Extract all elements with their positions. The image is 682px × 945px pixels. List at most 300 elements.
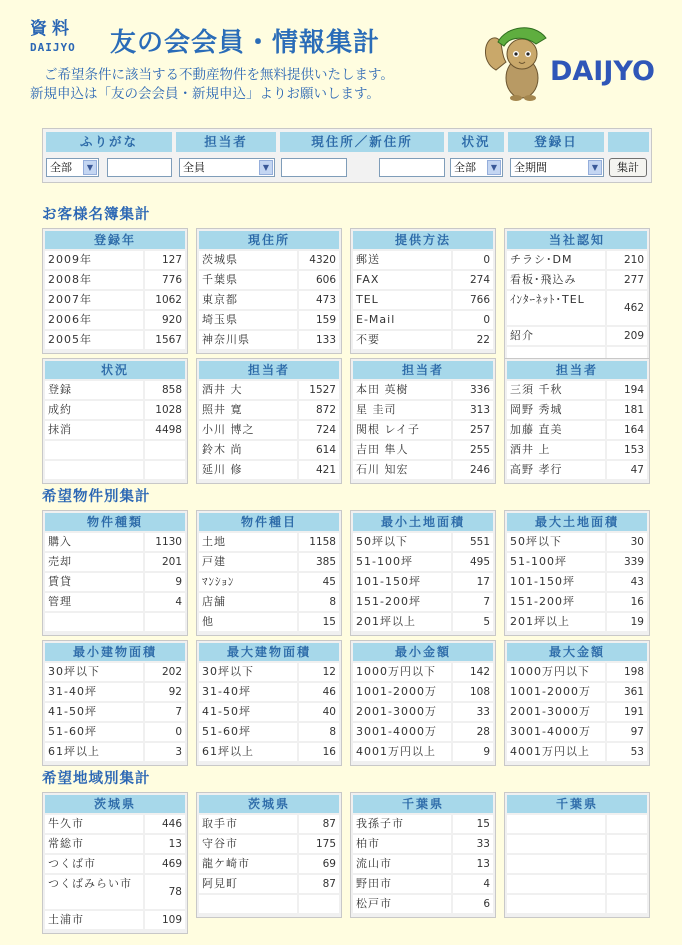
row-count: 1567 (145, 331, 185, 349)
row-count: 209 (607, 327, 647, 345)
summary-table (42, 640, 188, 766)
table-row (45, 331, 185, 349)
table-row (199, 683, 339, 701)
row-label: 30坪以下 (199, 663, 297, 681)
search-header-tanto: 担当者 (176, 132, 276, 152)
summary-table (350, 510, 496, 636)
table-row (45, 835, 185, 853)
row-count: 159 (299, 311, 339, 329)
row-count: 614 (299, 441, 339, 459)
row-label: 茨城県 (199, 251, 297, 269)
row-label: 本田 英樹 (353, 381, 451, 399)
tanto-select-value: 全員 (183, 161, 205, 174)
row-count: 473 (299, 291, 339, 309)
summary-table (350, 358, 496, 484)
row-label: 小川 博之 (199, 421, 297, 439)
chevron-down-icon[interactable]: ▼ (588, 160, 602, 175)
row-count: 4 (145, 593, 185, 611)
summary-table (42, 510, 188, 636)
row-count: 12 (299, 663, 339, 681)
table-header: 担当者 (353, 361, 493, 379)
summary-table (42, 792, 188, 934)
row-label: 売却 (45, 553, 143, 571)
row-count: 92 (145, 683, 185, 701)
table-header: 現住所 (199, 231, 339, 249)
table-row (507, 533, 647, 551)
table-header: 状況 (45, 361, 185, 379)
row-label: 土地 (199, 533, 297, 551)
row-label: 4001万円以上 (353, 743, 451, 761)
page-title: 友の会会員・情報集計 (110, 28, 381, 58)
row-label: 松戸市 (353, 895, 451, 913)
row-count: 19 (607, 613, 647, 631)
table-row (507, 291, 647, 325)
row-label: 51-60坪 (199, 723, 297, 741)
row-count: 153 (607, 441, 647, 459)
row-count: 9 (145, 573, 185, 591)
row-label: 土浦市 (45, 911, 143, 929)
row-label: 4001万円以上 (507, 743, 605, 761)
table-row (507, 723, 647, 741)
table-row (45, 663, 185, 681)
row-count: 16 (607, 593, 647, 611)
table-header: 担当者 (199, 361, 339, 379)
row-label: 登録 (45, 381, 143, 399)
table-row (507, 855, 647, 873)
row-count: 8 (299, 723, 339, 741)
row-label: 50坪以下 (507, 533, 605, 551)
logo-text: DAIJYO (550, 56, 655, 87)
table-row (199, 815, 339, 833)
row-label: 2001-3000万 (507, 703, 605, 721)
row-count: 313 (453, 401, 493, 419)
row-label: 2005年 (45, 331, 143, 349)
table-row (353, 855, 493, 873)
row-label: 成約 (45, 401, 143, 419)
table-row (507, 743, 647, 761)
row-label: 1001-2000万 (507, 683, 605, 701)
section-title-properties: 希望物件別集計 (42, 489, 151, 505)
row-label: 千葉県 (199, 271, 297, 289)
search-panel (42, 128, 652, 183)
search-header-blank (608, 132, 649, 152)
row-label: 戸建 (199, 553, 297, 571)
row-count: 3 (145, 743, 185, 761)
row-label: 紹介 (507, 327, 605, 345)
row-count: 255 (453, 441, 493, 459)
row-count: 87 (299, 875, 339, 893)
row-count (607, 875, 647, 893)
row-label: FAX (353, 271, 451, 289)
row-label: 柏市 (353, 835, 451, 853)
row-count: 1130 (145, 533, 185, 551)
date-select[interactable] (510, 158, 604, 177)
row-count: 202 (145, 663, 185, 681)
row-label: 201坪以上 (507, 613, 605, 631)
table-header: 最小土地面積 (353, 513, 493, 531)
row-label: 阿見町 (199, 875, 297, 893)
row-count: 108 (453, 683, 493, 701)
row-label: 41-50坪 (199, 703, 297, 721)
table-row (507, 875, 647, 893)
row-count: 246 (453, 461, 493, 479)
row-count (607, 855, 647, 873)
row-count: 339 (607, 553, 647, 571)
row-count: 0 (453, 251, 493, 269)
row-label: 守谷市 (199, 835, 297, 853)
row-count: 30 (607, 533, 647, 551)
row-count: 6 (453, 895, 493, 913)
summary-table (504, 792, 650, 918)
row-label: 牛久市 (45, 815, 143, 833)
table-row (353, 271, 493, 289)
furigana-select[interactable] (46, 158, 99, 177)
row-count: 606 (299, 271, 339, 289)
tally-button[interactable]: 集計 (609, 158, 647, 177)
row-count: 201 (145, 553, 185, 571)
row-label: 2006年 (45, 311, 143, 329)
row-label (45, 613, 143, 631)
row-label: 31-40坪 (45, 683, 143, 701)
row-label: 龍ケ崎市 (199, 855, 297, 873)
table-row (45, 703, 185, 721)
row-label: 管理 (45, 593, 143, 611)
row-count (607, 895, 647, 913)
row-count (607, 835, 647, 853)
table-row (353, 663, 493, 681)
row-label (45, 441, 143, 459)
row-count: 78 (145, 875, 185, 909)
table-header: 物件種類 (45, 513, 185, 531)
new-address-input[interactable] (379, 158, 445, 177)
table-row (507, 401, 647, 419)
summary-table (42, 358, 188, 484)
row-label: 取手市 (199, 815, 297, 833)
row-label: 酒井 上 (507, 441, 605, 459)
table-row (45, 723, 185, 741)
row-count: 257 (453, 421, 493, 439)
table-row (199, 743, 339, 761)
row-count: 0 (145, 723, 185, 741)
row-label: チラシ･DM (507, 251, 605, 269)
table-row (353, 291, 493, 309)
table-row (199, 573, 339, 591)
row-count: 210 (607, 251, 647, 269)
row-label: 高野 孝行 (507, 461, 605, 479)
row-label: 星 圭司 (353, 401, 451, 419)
table-row (199, 251, 339, 269)
row-count: 776 (145, 271, 185, 289)
table-row (507, 895, 647, 913)
summary-table (196, 640, 342, 766)
row-count: 385 (299, 553, 339, 571)
row-count: 7 (453, 593, 493, 611)
chevron-down-icon[interactable]: ▼ (487, 160, 501, 175)
row-count: 1158 (299, 533, 339, 551)
row-label: 151-200坪 (507, 593, 605, 611)
description-line-1: ご希望条件に該当する不動産物件を無料提供いたします。 (44, 67, 394, 83)
date-select-value: 全期間 (514, 161, 547, 174)
row-label: 不要 (353, 331, 451, 349)
table-row (45, 401, 185, 419)
row-label: 常総市 (45, 835, 143, 853)
row-label: 購入 (45, 533, 143, 551)
table-row (353, 401, 493, 419)
table-row (199, 381, 339, 399)
row-count: 920 (145, 311, 185, 329)
row-count: 194 (607, 381, 647, 399)
row-label: 3001-4000万 (353, 723, 451, 741)
header-description (30, 66, 480, 104)
table-row (353, 723, 493, 741)
row-label: 流山市 (353, 855, 451, 873)
search-header-furigana: ふりがな (46, 132, 172, 152)
row-count: 361 (607, 683, 647, 701)
row-count: 766 (453, 291, 493, 309)
row-label: 延川 修 (199, 461, 297, 479)
row-count: 53 (607, 743, 647, 761)
row-count: 109 (145, 911, 185, 929)
table-row (45, 441, 185, 459)
row-label (199, 895, 297, 913)
row-label: つくば市 (45, 855, 143, 873)
row-label: 野田市 (353, 875, 451, 893)
furigana-select-value: 全部 (50, 161, 72, 174)
table-header: 最大建物面積 (199, 643, 339, 661)
table-row (353, 815, 493, 833)
row-count (145, 613, 185, 631)
row-count: 277 (607, 271, 647, 289)
row-label: 郵送 (353, 251, 451, 269)
row-count: 446 (145, 815, 185, 833)
table-row (507, 613, 647, 631)
row-count: 33 (453, 703, 493, 721)
table-row (45, 461, 185, 479)
table-row (353, 533, 493, 551)
row-label: 賃貸 (45, 573, 143, 591)
row-label: 2008年 (45, 271, 143, 289)
row-count: 191 (607, 703, 647, 721)
row-count: 15 (299, 613, 339, 631)
row-label: 1000万円以下 (353, 663, 451, 681)
row-count: 181 (607, 401, 647, 419)
row-count: 4320 (299, 251, 339, 269)
table-row (199, 723, 339, 741)
row-count: 43 (607, 573, 647, 591)
table-row (199, 441, 339, 459)
summary-table (504, 640, 650, 766)
table-row (199, 663, 339, 681)
squirrel-mascot-icon (482, 22, 554, 104)
table-row (507, 327, 647, 345)
row-count: 175 (299, 835, 339, 853)
row-label: 51-60坪 (45, 723, 143, 741)
table-row (45, 381, 185, 399)
summary-table (504, 358, 650, 484)
row-label: 2007年 (45, 291, 143, 309)
row-label (507, 875, 605, 893)
table-row (353, 895, 493, 913)
row-count: 1028 (145, 401, 185, 419)
table-row (507, 683, 647, 701)
table-header: 最小建物面積 (45, 643, 185, 661)
row-count: 1062 (145, 291, 185, 309)
row-label: 50坪以下 (353, 533, 451, 551)
summary-table (350, 640, 496, 766)
table-row (199, 421, 339, 439)
row-label: 三須 千秋 (507, 381, 605, 399)
table-row (45, 553, 185, 571)
description-line-2: 新規申込は「友の会会員・新規申込」よりお願いします。 (30, 86, 380, 102)
table-row (353, 613, 493, 631)
row-label (507, 815, 605, 833)
row-count: 16 (299, 743, 339, 761)
table-row (199, 533, 339, 551)
table-row (45, 855, 185, 873)
table-row (507, 815, 647, 833)
row-count: 133 (299, 331, 339, 349)
row-count: 4 (453, 875, 493, 893)
table-row (199, 875, 339, 893)
row-count: 336 (453, 381, 493, 399)
row-count: 469 (145, 855, 185, 873)
row-label: 61坪以上 (199, 743, 297, 761)
chevron-down-icon[interactable]: ▼ (259, 160, 273, 175)
row-count: 87 (299, 815, 339, 833)
table-row (353, 553, 493, 571)
row-count: 7 (145, 703, 185, 721)
table-row (199, 461, 339, 479)
table-row (199, 613, 339, 631)
row-count (145, 441, 185, 459)
row-label: 61坪以上 (45, 743, 143, 761)
row-count: 274 (453, 271, 493, 289)
row-count (607, 815, 647, 833)
table-row (353, 251, 493, 269)
furigana-input[interactable] (107, 158, 172, 177)
tanto-select[interactable] (179, 158, 275, 177)
table-row (45, 421, 185, 439)
table-header: 登録年 (45, 231, 185, 249)
row-label: 我孫子市 (353, 815, 451, 833)
row-label: 岡野 秀城 (507, 401, 605, 419)
row-label: 石川 知宏 (353, 461, 451, 479)
row-label: 東京都 (199, 291, 297, 309)
table-row (353, 743, 493, 761)
row-label: つくばみらい市 (45, 875, 143, 909)
row-count: 8 (299, 593, 339, 611)
row-count (299, 895, 339, 913)
row-count: 28 (453, 723, 493, 741)
row-count: 69 (299, 855, 339, 873)
daijyo-logo (550, 50, 660, 92)
row-count: 46 (299, 683, 339, 701)
summary-table (350, 792, 496, 918)
row-count: 1527 (299, 381, 339, 399)
table-row (199, 291, 339, 309)
row-label: 看板･飛込み (507, 271, 605, 289)
row-count: 9 (453, 743, 493, 761)
chevron-down-icon[interactable]: ▼ (83, 160, 97, 175)
row-label: 101-150坪 (507, 573, 605, 591)
row-label: 1000万円以下 (507, 663, 605, 681)
summary-table (196, 228, 342, 354)
summary-table (350, 228, 496, 354)
row-count: 17 (453, 573, 493, 591)
table-row (45, 311, 185, 329)
row-count: 142 (453, 663, 493, 681)
table-row (353, 683, 493, 701)
table-row (199, 895, 339, 913)
header-label: 資料 (30, 19, 74, 39)
table-row (353, 573, 493, 591)
table-row (353, 331, 493, 349)
row-label: 2009年 (45, 251, 143, 269)
row-count: 198 (607, 663, 647, 681)
row-count: 5 (453, 613, 493, 631)
row-label (507, 855, 605, 873)
table-header: 提供方法 (353, 231, 493, 249)
row-count: 15 (453, 815, 493, 833)
row-count: 0 (453, 311, 493, 329)
table-row (353, 421, 493, 439)
row-count: 4498 (145, 421, 185, 439)
table-row (353, 381, 493, 399)
row-label: ﾏﾝｼｮﾝ (199, 573, 297, 591)
jokyo-select[interactable] (450, 158, 503, 177)
row-label: 51-100坪 (507, 553, 605, 571)
table-row (45, 613, 185, 631)
row-label: 酒井 大 (199, 381, 297, 399)
row-label: 1001-2000万 (353, 683, 451, 701)
table-row (45, 815, 185, 833)
table-header: 千葉県 (353, 795, 493, 813)
table-row (507, 271, 647, 289)
table-row (353, 593, 493, 611)
table-header: 最大土地面積 (507, 513, 647, 531)
current-address-input[interactable] (281, 158, 347, 177)
table-header: 茨城県 (45, 795, 185, 813)
table-row (45, 593, 185, 611)
row-count: 462 (607, 291, 647, 325)
row-count: 724 (299, 421, 339, 439)
row-count: 13 (145, 835, 185, 853)
summary-table (504, 510, 650, 636)
table-row (45, 875, 185, 909)
table-row (507, 553, 647, 571)
table-row (353, 441, 493, 459)
row-count: 421 (299, 461, 339, 479)
table-row (199, 855, 339, 873)
table-row (45, 743, 185, 761)
row-label: 51-100坪 (353, 553, 451, 571)
table-row (45, 251, 185, 269)
row-label: 151-200坪 (353, 593, 451, 611)
summary-table (196, 358, 342, 484)
table-header: 茨城県 (199, 795, 339, 813)
header-sub: DAIJYO (30, 41, 76, 54)
row-count: 13 (453, 855, 493, 873)
table-row (507, 663, 647, 681)
row-label: 吉田 隼人 (353, 441, 451, 459)
table-row (507, 251, 647, 269)
row-label: 101-150坪 (353, 573, 451, 591)
table-header: 千葉県 (507, 795, 647, 813)
summary-table (196, 510, 342, 636)
row-count: 872 (299, 401, 339, 419)
row-count: 47 (607, 461, 647, 479)
row-label: 埼玉県 (199, 311, 297, 329)
